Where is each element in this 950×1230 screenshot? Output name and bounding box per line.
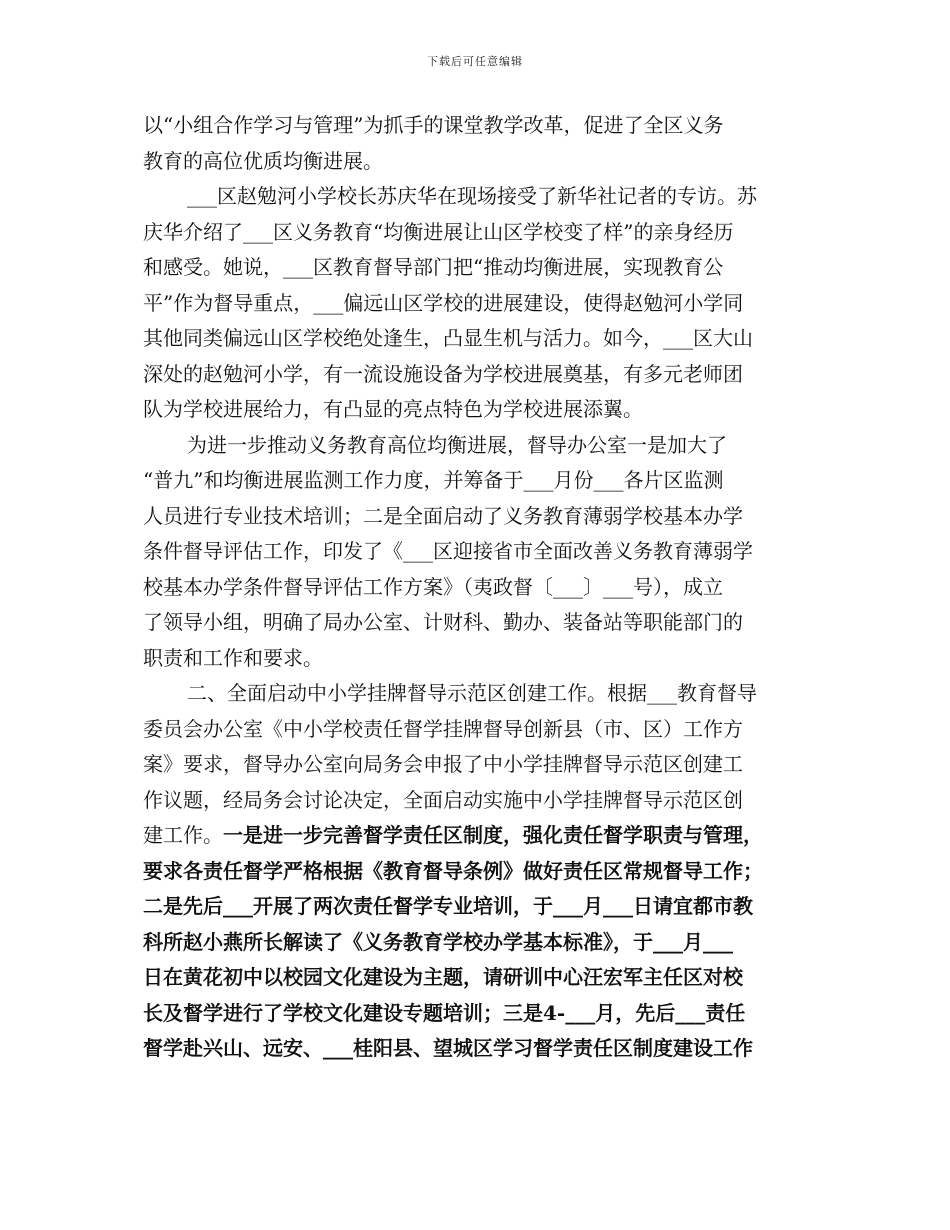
paragraph-line: 和感受。她说，___区教育督导部门把“推动均衡进展，实现教育公 [143,255,724,279]
paragraph-line: 案》要求，督导办公室向局务会申报了中小学挂牌督导示范区创建工 [143,752,743,776]
paragraph-line: 二、全面启动中小学挂牌督导示范区创建工作。根据___教育督导 [187,681,757,705]
paragraph-line: 作议题，经局务会讨论决定，全面启动实施中小学挂牌督导示范区创 [143,787,743,812]
paragraph-line-bold: 长及督学进行了学校文化建设专题培训；三是4-___月，先后___责任 [143,1000,746,1025]
page-header: 下载后可任意编辑 [427,55,523,68]
paragraph-line-bold: 日在黄花初中以校园文化建设为主题，请研训中心汪宏军主任区对校 [143,965,743,989]
paragraph-line-bold: 科所赵小燕所长解读了《义务教育学校办学基本标准》，于___月___ [143,929,733,954]
document-body [143,108,811,1067]
paragraph-line: 庆华介绍了___区义务教育“均衡进展让山区学校变了样”的亲身经历 [143,219,734,244]
line-segment-normal: 建工作。 [143,823,223,847]
paragraph-line: 校基本办学条件督导评估工作方案》（夷政督〔___〕___号），成立 [143,574,723,599]
paragraph-line-mixed [143,818,811,854]
paragraph-line-bold: 二是先后___开展了两次责任督学专业培训，于___月___日请宜都市教 [143,894,753,918]
paragraph-line: “普九”和均衡进展监测工作力度，并筹备于___月份___各片区监测 [143,468,724,492]
line-segment-bold: 一是进一步完善督学责任区制度，强化责任督学职责与管理， [223,823,763,847]
paragraph-line: 委员会办公室《中小学校责任督学挂牌督导创新县（市、区）工作方 [143,716,743,741]
paragraph-line-bold: 要求各责任督学严格根据《教育督导条例》做好责任区常规督导工作； [143,858,763,883]
paragraph-line: 条件督导评估工作，印发了《___区迎接省市全面改善义务教育薄弱学 [143,539,753,563]
paragraph-line: 其他同类偏远山区学校绝处逢生，凸显生机与活力。如今，___区大山 [143,326,753,350]
paragraph-line: 了领导小组，明确了局办公室、计财科、勤办、装备站等职能部门的 [143,610,743,634]
paragraph-line-bold: 督学赴兴山、远安、___桂阳县、望城区学习督学责任区制度建设工作 [143,1036,753,1060]
paragraph-line: 人员进行专业技术培训；二是全面启动了义务教育薄弱学校基本办学 [143,503,743,528]
paragraph-line: 职责和工作和要求。 [143,645,323,670]
paragraph-line: 深处的赵勉河小学，有一流设施设备为学校进展奠基，有多元老师团 [143,361,743,386]
paragraph-line: 以“小组合作学习与管理”为抓手的课堂教学改革，促进了全区义务 [143,113,724,137]
paragraph-line: 教育的高位优质均衡进展。 [143,148,383,173]
paragraph-line: 平”作为督导重点，___偏远山区学校的进展建设，使得赵勉河小学同 [143,290,744,315]
paragraph-line: 队为学校进展给力，有凸显的亮点特色为学校进展添翼。 [143,397,643,421]
paragraph-line: 为进一步推动义务教育高位均衡进展，督导办公室一是加大了 [187,432,727,457]
paragraph-line: ___区赵勉河小学校长苏庆华在现场接受了新华社记者的专访。苏 [187,184,757,208]
